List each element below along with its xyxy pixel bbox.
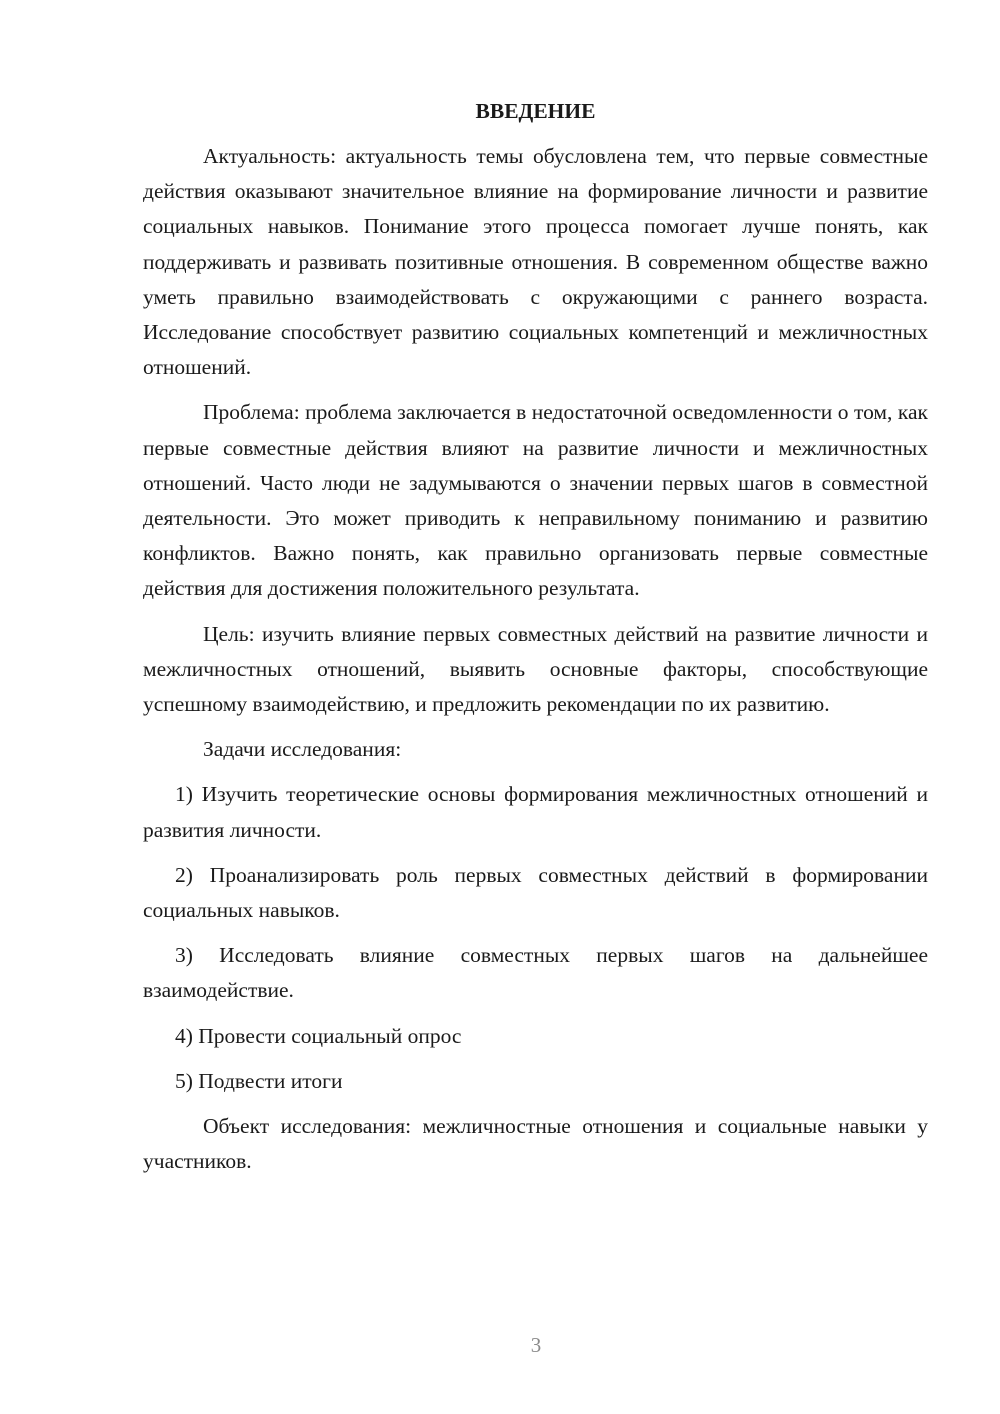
task-item: 1) Изучить теоретические основы формирования межличностных отношений и развития личности. (143, 782, 928, 842)
document-page (143, 94, 928, 1189)
section-heading: ВВЕДЕНИЕ (475, 99, 596, 123)
task-item: 4) Провести социальный опрос (175, 1023, 462, 1048)
object-paragraph: Объект исследования: межличностные отношения и социальные навыки у участников. (143, 1114, 928, 1174)
tasks-heading: Задачи исследования: (203, 737, 402, 762)
task-item: 3) Исследовать влияние совместных первых шагов на дальнейшее взаимодействие. (143, 943, 928, 1003)
task-item: 5) Подвести итоги (175, 1068, 343, 1093)
task-item: 2) Проанализировать роль первых совместных действий в формировании социальных навыков. (143, 862, 928, 923)
problem-paragraph: Проблема: проблема заключается в недостаточной осведомленности о том, как первые совместные действия влияют на развитие личности и межличностных отношений. Часто люди не задумываются о значении первых шагов в совместной деятельности. Это может приводить к неправильному пониманию и развитию конфликтов. Важно понять, как правильно организовать первые совместные действия для достижения положительного результата. (143, 400, 928, 601)
relevance-paragraph: Актуальность: актуальность темы обусловлена тем, что первые совместные действия оказывают значительное влияние на формирование личности и развитие социальных навыков. Понимание этого процесса помогает лучше понять, как поддерживать и развивать позитивные отношения. В современном обществе важно уметь правильно взаимодействовать с окружающими с раннего возраста. Исследование способствует развитию социальных компетенций и межличностных отношений. (143, 144, 928, 380)
page-number: 3 (530, 1333, 542, 1357)
goal-paragraph: Цель: изучить влияние первых совместных действий на развитие личности и межличностных отношений, выявить основные факторы, способствующие успешному взаимодействию, и предложить рекомендации по их развитию. (143, 621, 928, 717)
